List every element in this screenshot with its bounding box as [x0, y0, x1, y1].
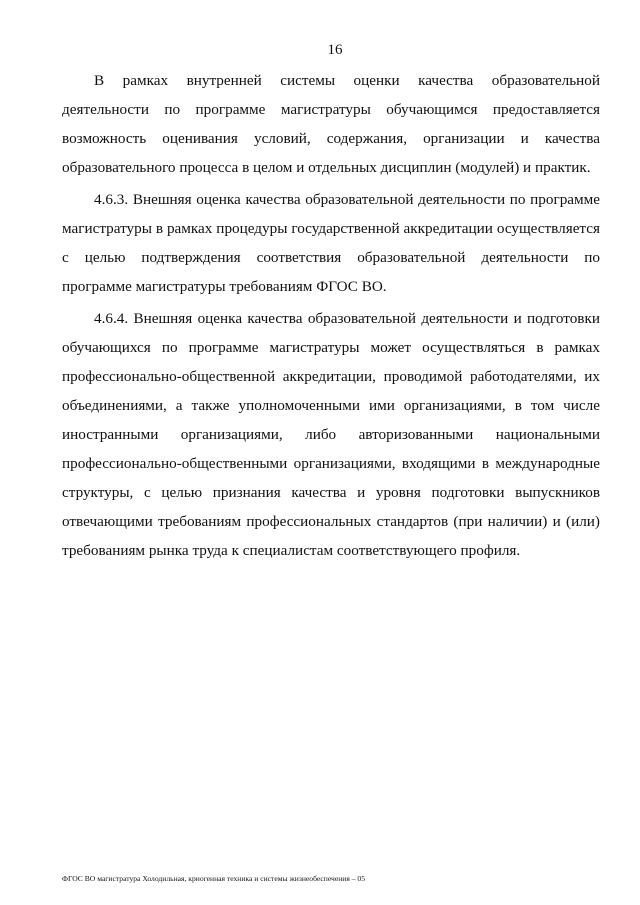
paragraph-4-6-3: 4.6.3. Внешняя оценка качества образовательной деятельности по программе магистратуры в рамках процедуры государственной аккредитации осуществляется с целью подтверждения соответствия образовательной деятельности по программе магистратуры требованиям ФГОС ВО. [62, 191, 600, 295]
paragraph-internal-assessment: В рамках внутренней системы оценки качества образовательной деятельности по программе магистратуры обучающимся предоставляется возможность оценивания условий, содержания, организации и качества образовательного процесса в целом и отдельных дисциплин (модулей) и практик. [62, 72, 600, 176]
paragraph-4-6-4: 4.6.4. Внешняя оценка качества образовательной деятельности и подготовки обучающихся по программе магистратуры может осуществляться в рамках профессионально-общественной аккредитации, проводимой работодателями, их объединениями, а также уполномоченными ими организациями, в том числе иностранными организациями, либо авторизованными национальными профессионально-общественными организациями, входящими в международные структуры, с целью признания качества и уровня подготовки выпускников отвечающими требованиям профессиональных стандартов (при наличии) и (или) требованиям рынка труда к специалистам соответствующего профиля. [62, 310, 600, 559]
page-number: 16 [327, 42, 343, 58]
body-text [62, 66, 600, 568]
page-footer: ФГОС ВО магистратура Холодильная, криогенная техника и системы жизнеобеспечения – 05 [62, 874, 366, 883]
